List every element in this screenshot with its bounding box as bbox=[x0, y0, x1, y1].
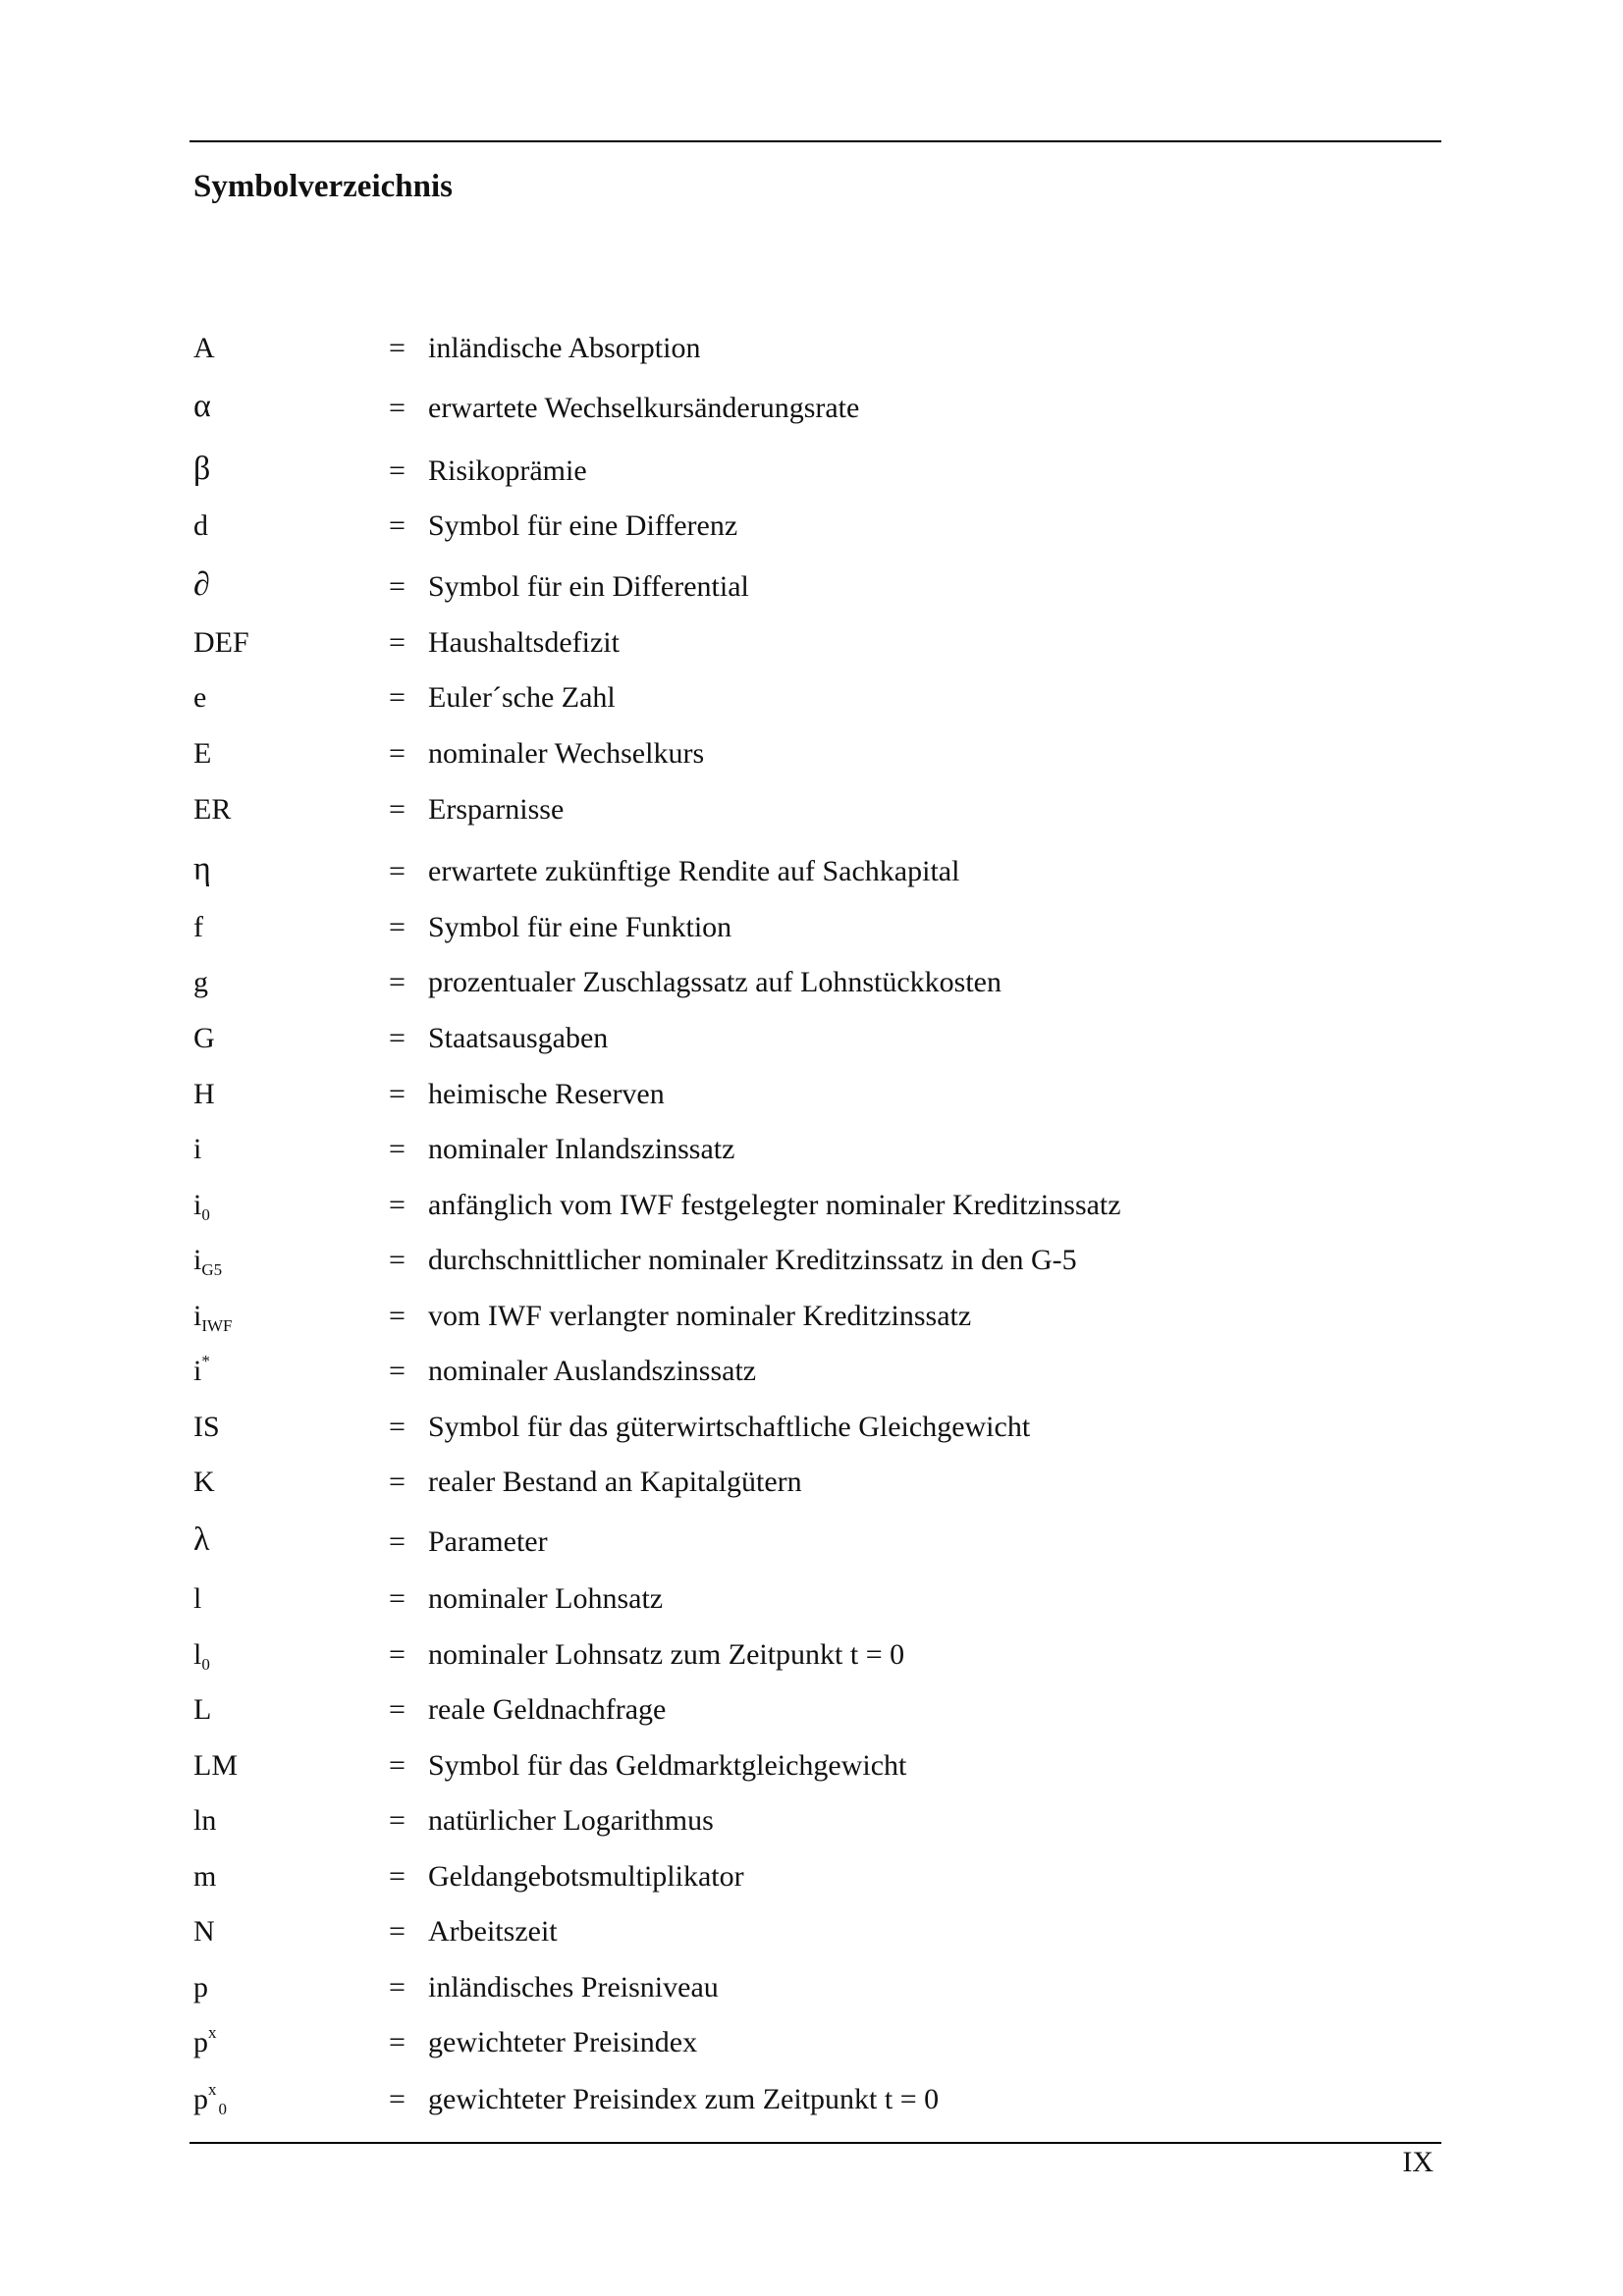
footer-rule bbox=[189, 2142, 1441, 2144]
list-item bbox=[0, 1796, 1623, 1836]
symbol-description: Risikoprämie bbox=[428, 454, 587, 487]
symbol-base: e bbox=[193, 681, 207, 714]
equals-sign: = bbox=[389, 966, 406, 998]
equals-sign: = bbox=[389, 855, 406, 887]
symbol-subscript: 0 bbox=[201, 1205, 210, 1224]
symbol-description: inländisches Preisniveau bbox=[428, 1971, 719, 2003]
symbol bbox=[193, 1638, 210, 1674]
equals-sign: = bbox=[389, 392, 406, 424]
symbol-base: g bbox=[193, 966, 208, 998]
equals-sign: = bbox=[389, 1244, 406, 1276]
symbol-description: reale Geldnachfrage bbox=[428, 1693, 667, 1726]
symbol bbox=[193, 1806, 216, 1836]
symbol-description: nominaler Inlandszinssatz bbox=[428, 1133, 735, 1165]
list-item bbox=[0, 1907, 1623, 1947]
symbol bbox=[193, 1917, 215, 1947]
equals-sign: = bbox=[389, 332, 406, 364]
symbol-subscript: IWF bbox=[201, 1316, 233, 1335]
symbol bbox=[193, 968, 208, 997]
list-item bbox=[0, 958, 1623, 997]
list-item bbox=[0, 2018, 1623, 2057]
symbol-base: η bbox=[193, 851, 211, 887]
symbol-description: anfänglich vom IWF festgelegter nominaler Kreditzinssatz bbox=[428, 1189, 1121, 1221]
symbol-base: LM bbox=[193, 1749, 238, 1782]
symbol bbox=[193, 1413, 220, 1442]
equals-sign: = bbox=[389, 1466, 406, 1498]
symbol bbox=[193, 1468, 215, 1497]
symbol bbox=[193, 1080, 215, 1109]
symbol-subscript: 0 bbox=[218, 2100, 227, 2118]
equals-sign: = bbox=[389, 570, 406, 603]
symbol-description: Symbol für eine Differenz bbox=[428, 509, 738, 542]
symbol bbox=[193, 1189, 210, 1224]
list-item bbox=[0, 1685, 1623, 1725]
symbol bbox=[193, 1973, 208, 2002]
list-item bbox=[0, 1963, 1623, 2002]
symbol-description: heimische Reserven bbox=[428, 1078, 665, 1110]
list-item bbox=[0, 1458, 1623, 1497]
symbol-base: i bbox=[193, 1133, 202, 1165]
symbol-base: d bbox=[193, 509, 208, 542]
equals-sign: = bbox=[389, 1582, 406, 1615]
symbol-subscript: 0 bbox=[201, 1655, 210, 1674]
page-title: Symbolverzeichnis bbox=[193, 169, 453, 204]
list-item bbox=[0, 729, 1623, 769]
symbol bbox=[193, 913, 203, 942]
equals-sign: = bbox=[389, 1300, 406, 1332]
equals-sign: = bbox=[389, 911, 406, 943]
list-item bbox=[0, 673, 1623, 713]
equals-sign: = bbox=[389, 1355, 406, 1387]
symbol-base: ln bbox=[193, 1804, 217, 1837]
equals-sign: = bbox=[389, 1078, 406, 1110]
list-item bbox=[0, 1292, 1623, 1335]
symbol bbox=[193, 1751, 238, 1781]
symbol-base: A bbox=[193, 332, 215, 364]
list-item bbox=[0, 903, 1623, 942]
list-item bbox=[0, 384, 1623, 423]
symbol-base: p bbox=[193, 1971, 208, 2003]
symbol bbox=[193, 795, 231, 825]
list-item bbox=[0, 1236, 1623, 1279]
page-number: IX bbox=[1402, 2146, 1434, 2178]
symbol-base: N bbox=[193, 1915, 215, 1948]
symbol-base: p bbox=[193, 2026, 208, 2058]
symbol bbox=[193, 1584, 201, 1614]
symbol-description: Euler´sche Zahl bbox=[428, 681, 616, 714]
list-item bbox=[0, 1014, 1623, 1053]
symbol-base: α bbox=[193, 388, 211, 424]
equals-sign: = bbox=[389, 1411, 406, 1443]
symbol-base: L bbox=[193, 1693, 212, 1726]
symbol-base: i bbox=[193, 1244, 202, 1276]
list-item bbox=[0, 2075, 1623, 2118]
symbol-description: Parameter bbox=[428, 1525, 548, 1558]
symbol bbox=[193, 1352, 210, 1387]
symbol-base: ER bbox=[193, 793, 232, 826]
symbol bbox=[193, 390, 211, 423]
symbol bbox=[193, 2080, 227, 2118]
list-item bbox=[0, 1125, 1623, 1164]
equals-sign: = bbox=[389, 681, 406, 714]
symbol-base: f bbox=[193, 911, 203, 943]
list-item bbox=[0, 1070, 1623, 1109]
symbol-base: i bbox=[193, 1355, 202, 1387]
symbol bbox=[193, 853, 211, 886]
symbol-base: ∂ bbox=[193, 566, 210, 603]
symbol-superscript: x bbox=[208, 2080, 217, 2099]
symbol-description: prozentualer Zuschlagssatz auf Lohnstückkosten bbox=[428, 966, 1001, 998]
symbol bbox=[193, 1244, 223, 1279]
symbol-subscript: G5 bbox=[201, 1260, 223, 1279]
symbol-description: Symbol für das Geldmarktgleichgewicht bbox=[428, 1749, 907, 1782]
equals-sign: = bbox=[389, 1749, 406, 1782]
symbol bbox=[193, 683, 206, 713]
equals-sign: = bbox=[389, 1860, 406, 1893]
symbol-base: K bbox=[193, 1466, 215, 1498]
list-item bbox=[0, 1630, 1623, 1674]
symbol-description: Haushaltsdefizit bbox=[428, 626, 620, 659]
symbol-description: inländische Absorption bbox=[428, 332, 701, 364]
symbol bbox=[193, 453, 210, 486]
equals-sign: = bbox=[389, 1189, 406, 1221]
list-item bbox=[0, 502, 1623, 541]
symbol-base: H bbox=[193, 1078, 215, 1110]
symbol bbox=[193, 1300, 233, 1335]
symbol-description: Symbol für das güterwirtschaftliche Gleichgewicht bbox=[428, 1411, 1031, 1443]
list-item bbox=[0, 562, 1623, 602]
equals-sign: = bbox=[389, 509, 406, 542]
symbol-description: nominaler Lohnsatz bbox=[428, 1582, 664, 1615]
list-item bbox=[0, 785, 1623, 825]
symbol bbox=[193, 511, 208, 541]
symbol-base: m bbox=[193, 1860, 217, 1893]
symbol-base: l bbox=[193, 1638, 202, 1671]
symbol-base: G bbox=[193, 1022, 215, 1054]
symbol-description: gewichteter Preisindex bbox=[428, 2026, 698, 2058]
symbol-base: DEF bbox=[193, 626, 249, 659]
symbol-description: vom IWF verlangter nominaler Kreditzinssatz bbox=[428, 1300, 972, 1332]
symbol-superscript: * bbox=[201, 1352, 210, 1370]
symbol-superscript: x bbox=[208, 2023, 217, 2042]
symbol-description: erwartete Wechselkursänderungsrate bbox=[428, 392, 860, 424]
symbol-description: durchschnittlicher nominaler Kreditzinssatz in den G-5 bbox=[428, 1244, 1077, 1276]
equals-sign: = bbox=[389, 1022, 406, 1054]
equals-sign: = bbox=[389, 454, 406, 487]
symbol-base: β bbox=[193, 451, 211, 487]
list-item bbox=[0, 447, 1623, 486]
equals-sign: = bbox=[389, 1133, 406, 1165]
symbol-base: λ bbox=[193, 1522, 210, 1558]
symbol-description: Symbol für ein Differential bbox=[428, 570, 749, 603]
symbol-description: Staatsausgaben bbox=[428, 1022, 609, 1054]
symbol-base: E bbox=[193, 737, 212, 770]
list-item bbox=[0, 1575, 1623, 1614]
equals-sign: = bbox=[389, 1525, 406, 1558]
list-item bbox=[0, 1347, 1623, 1386]
symbol-description: nominaler Lohnsatz zum Zeitpunkt t = 0 bbox=[428, 1638, 905, 1671]
list-item bbox=[0, 324, 1623, 363]
equals-sign: = bbox=[389, 626, 406, 659]
symbol-description: realer Bestand an Kapitalgütern bbox=[428, 1466, 802, 1498]
symbol-description: natürlicher Logarithmus bbox=[428, 1804, 714, 1837]
symbol-description: nominaler Wechselkurs bbox=[428, 737, 705, 770]
symbol-base: i bbox=[193, 1300, 202, 1332]
symbol bbox=[193, 1135, 201, 1164]
symbol-description: Geldangebotsmultiplikator bbox=[428, 1860, 744, 1893]
symbol bbox=[193, 2023, 217, 2058]
list-item bbox=[0, 1741, 1623, 1781]
symbol-base: i bbox=[193, 1189, 202, 1221]
equals-sign: = bbox=[389, 2026, 406, 2058]
symbol bbox=[193, 1862, 216, 1892]
list-item bbox=[0, 847, 1623, 886]
equals-sign: = bbox=[389, 2083, 406, 2115]
equals-sign: = bbox=[389, 1915, 406, 1948]
symbol-base: p bbox=[193, 2083, 208, 2115]
symbol bbox=[193, 334, 215, 363]
equals-sign: = bbox=[389, 737, 406, 770]
symbol-description: gewichteter Preisindex zum Zeitpunkt t = 0 bbox=[428, 2083, 940, 2115]
equals-sign: = bbox=[389, 1971, 406, 2003]
equals-sign: = bbox=[389, 1804, 406, 1837]
list-item bbox=[0, 1518, 1623, 1557]
header-rule bbox=[189, 140, 1441, 142]
symbol-description: Ersparnisse bbox=[428, 793, 565, 826]
symbol bbox=[193, 568, 210, 602]
symbol-description: Arbeitszeit bbox=[428, 1915, 558, 1948]
symbol bbox=[193, 1024, 215, 1053]
symbol bbox=[193, 1695, 211, 1725]
symbol bbox=[193, 1523, 210, 1557]
symbol-description: nominaler Auslandszinssatz bbox=[428, 1355, 757, 1387]
equals-sign: = bbox=[389, 1638, 406, 1671]
symbol-base: IS bbox=[193, 1411, 220, 1443]
equals-sign: = bbox=[389, 793, 406, 826]
equals-sign: = bbox=[389, 1693, 406, 1726]
list-item bbox=[0, 1403, 1623, 1442]
symbol bbox=[193, 628, 249, 658]
symbol-description: erwartete zukünftige Rendite auf Sachkapital bbox=[428, 855, 960, 887]
list-item bbox=[0, 1181, 1623, 1224]
list-item bbox=[0, 1852, 1623, 1892]
symbol bbox=[193, 739, 211, 769]
symbol-description: Symbol für eine Funktion bbox=[428, 911, 732, 943]
list-item bbox=[0, 618, 1623, 658]
symbol-base: l bbox=[193, 1582, 202, 1615]
